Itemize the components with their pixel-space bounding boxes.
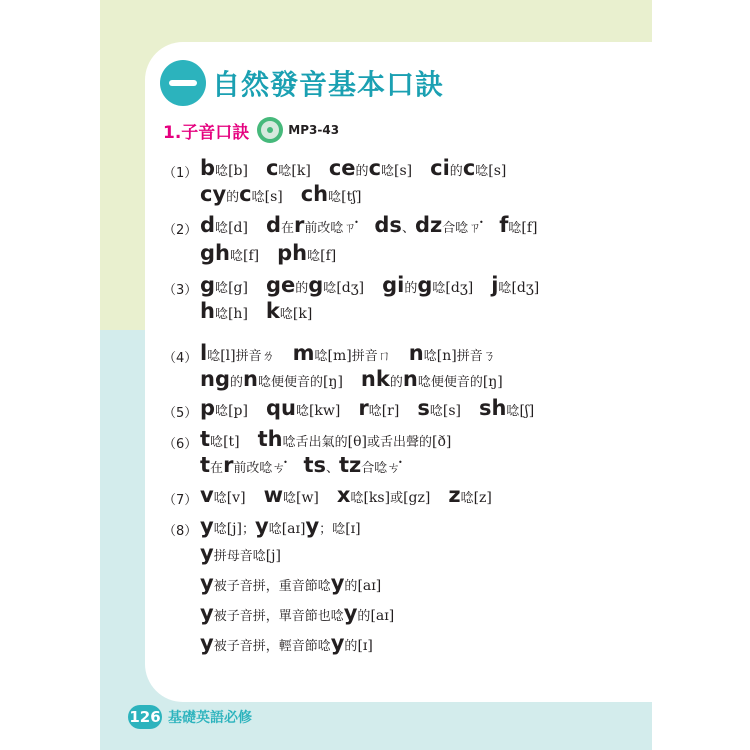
rule-line <box>200 541 299 565</box>
rule-item <box>200 631 373 655</box>
rule-text: 合唸ㄗ̇ <box>442 221 482 236</box>
letter-pattern: g <box>417 273 433 297</box>
letter-pattern: y <box>200 601 214 625</box>
rule-line <box>200 427 469 451</box>
rule-text: 被子音拼，重音節唸 <box>213 579 331 594</box>
phonetic-symbol: [k] <box>292 306 313 322</box>
phonetic-symbol: [f] <box>243 248 260 264</box>
page-number: 126 <box>128 705 162 729</box>
phonetic-symbol: [s] <box>488 163 507 179</box>
rule-text: ； <box>241 522 255 537</box>
rule-text: 唸 <box>350 491 364 506</box>
letter-pattern: y <box>200 541 214 565</box>
letter-pattern: g <box>308 273 324 297</box>
rule-line <box>200 156 524 180</box>
rule-text: 被子音拼，輕音節唸 <box>213 639 331 654</box>
phonetic-symbol: [j] <box>265 548 281 564</box>
rule-item <box>337 483 430 507</box>
phonetic-symbol: [v] <box>226 490 246 506</box>
rule-line <box>200 273 557 297</box>
rule-text: 的 <box>295 281 309 296</box>
rule-text: 在 <box>210 461 224 476</box>
letter-pattern: p <box>200 396 216 420</box>
rule-text: 唸 <box>368 404 382 419</box>
letter-pattern: y <box>330 571 345 595</box>
letter-pattern: y <box>200 514 214 538</box>
phonetic-symbol: [ŋ] <box>482 374 503 390</box>
phonetic-symbol: [aɪ] <box>370 608 395 624</box>
letter-pattern: nk <box>360 367 390 391</box>
phonetic-symbol: [k] <box>291 163 311 179</box>
rule-item <box>329 156 412 180</box>
phonetic-symbol: [ʃ] <box>519 403 535 419</box>
rule-text: 的 <box>229 375 243 390</box>
letter-pattern: ds <box>374 213 402 237</box>
rule-text: 、 <box>401 221 415 236</box>
rule-item <box>200 299 248 323</box>
phonetic-symbol: [dʒ] <box>445 280 474 296</box>
phonetic-symbol: [m] <box>327 348 352 364</box>
rule-text: 唸 <box>332 522 346 537</box>
letter-pattern: r <box>223 453 234 477</box>
letter-pattern: t <box>200 427 211 451</box>
rule-line <box>200 182 380 206</box>
subsection-heading <box>163 117 339 143</box>
rule-text: 唸 <box>307 249 321 264</box>
phonetic-symbol: [ŋ] <box>322 374 343 390</box>
phonetic-symbol: [n] <box>436 348 457 364</box>
rule-text: 的 <box>404 281 418 296</box>
phonetic-symbol: [s] <box>264 189 283 205</box>
rule-item <box>200 514 361 538</box>
rule-number: （1） <box>163 166 198 181</box>
phonetic-symbol: [dʒ] <box>336 280 365 296</box>
rule-number: （3） <box>163 283 198 298</box>
rule-item <box>417 396 461 420</box>
rule-text: ； <box>319 522 333 537</box>
rule-text: 唸 <box>295 404 309 419</box>
rule-item <box>200 453 285 477</box>
rule-text: 拼音ㄋ <box>456 349 496 364</box>
rule-item <box>266 213 356 237</box>
rule-text: 唸便便音的 <box>417 375 483 390</box>
rule-item <box>200 156 248 180</box>
phonetic-symbol: [f] <box>521 220 538 236</box>
rule-text: 的 <box>357 609 371 624</box>
rule-text: 被子音拼，單音節也唸 <box>213 609 344 624</box>
phonetic-symbol: [j] <box>226 521 242 537</box>
letter-pattern: j <box>491 273 499 297</box>
rule-text: 在 <box>281 221 295 236</box>
phonetic-symbol: [l] <box>220 348 236 364</box>
rule-item <box>266 156 311 180</box>
phonetic-symbol: [tʃ] <box>341 189 362 205</box>
rule-item <box>409 341 496 365</box>
letter-pattern: ng <box>200 367 230 391</box>
letter-pattern: c <box>462 156 476 180</box>
phonetic-symbol: [z] <box>473 490 492 506</box>
rule-text: 唸 <box>323 281 337 296</box>
letter-pattern: v <box>200 483 214 507</box>
letter-pattern: ge <box>265 273 296 297</box>
rule-text: 前改唸ㄗ̇ <box>304 221 357 236</box>
rule-item <box>266 299 312 323</box>
letter-pattern: r <box>294 213 305 237</box>
subsection-title: 1.子音口訣 <box>163 122 250 143</box>
letter-pattern: cy <box>200 182 227 206</box>
letter-pattern: s <box>417 396 430 420</box>
rule-item <box>200 541 281 565</box>
letter-pattern: w <box>263 483 283 507</box>
phonetic-symbol: [d] <box>228 220 248 236</box>
rule-text: 唸便便音的 <box>257 375 323 390</box>
rule-item <box>361 367 503 391</box>
rule-number: （8） <box>163 524 198 539</box>
rule-text: 唸 <box>207 349 221 364</box>
rule-number: （2） <box>163 223 198 238</box>
phonetic-symbol: [kw] <box>308 403 341 419</box>
rule-item <box>200 213 248 237</box>
phonetic-symbol: [f] <box>320 248 337 264</box>
rule-line <box>200 483 510 507</box>
phonetic-symbol: [θ] <box>347 434 367 450</box>
rule-item <box>430 156 506 180</box>
rule-text: 唸舌出氣的 <box>282 435 348 450</box>
rule-item <box>200 367 343 391</box>
rule-text: 唸 <box>213 491 227 506</box>
book-title: 基礎英語必修 <box>168 710 252 726</box>
rule-number: （4） <box>163 351 198 366</box>
rule-line <box>200 213 556 237</box>
rule-text: 唸 <box>215 404 229 419</box>
rule-item <box>266 273 364 297</box>
rule-text: 唸 <box>251 190 265 205</box>
rule-item <box>200 273 248 297</box>
section-title: 自然發音基本口訣 <box>212 68 445 101</box>
letter-pattern: gh <box>200 241 230 265</box>
phonetic-symbol: [s] <box>442 403 461 419</box>
phonetic-symbol: [ɪ] <box>345 521 361 537</box>
rule-text: 唸 <box>423 349 437 364</box>
rule-item <box>258 427 452 451</box>
letter-pattern: dz <box>414 213 443 237</box>
rule-text: 唸 <box>381 164 395 179</box>
rule-text: 唸 <box>215 281 229 296</box>
letter-pattern: d <box>265 213 281 237</box>
letter-pattern: n <box>408 341 424 365</box>
letter-pattern: y <box>343 601 358 625</box>
rule-text: 唸 <box>498 281 512 296</box>
rule-text: 唸 <box>213 522 227 537</box>
phonetic-symbol: [s] <box>394 163 413 179</box>
rule-item <box>374 213 481 237</box>
rule-text: 的 <box>344 639 358 654</box>
rule-text: 唸 <box>508 221 522 236</box>
phonetic-symbol: [aɪ] <box>281 521 306 537</box>
phonetic-symbol: [ɪ] <box>357 638 373 654</box>
letter-pattern: tz <box>339 453 362 477</box>
letter-pattern: b <box>200 156 216 180</box>
letter-pattern: y <box>200 571 214 595</box>
section-number-badge <box>160 60 206 106</box>
letter-pattern: qu <box>265 396 296 420</box>
phonetic-symbol: [ð] <box>432 434 452 450</box>
phonetic-symbol: [aɪ] <box>357 578 382 594</box>
letter-pattern: c <box>265 156 279 180</box>
letter-pattern: ce <box>328 156 356 180</box>
rule-text: 唸 <box>475 164 489 179</box>
rule-text: 或 <box>390 491 404 506</box>
rule-text: 唸 <box>215 221 229 236</box>
rule-item <box>499 213 537 237</box>
rule-item <box>293 341 391 365</box>
rule-item <box>200 396 248 420</box>
letter-pattern: m <box>292 341 315 365</box>
rule-text: 唸 <box>460 491 474 506</box>
rule-text: 或舌出聲的 <box>367 435 433 450</box>
letter-pattern: ph <box>277 241 308 265</box>
phonetic-symbol: [t] <box>223 434 240 450</box>
rule-text: 唸 <box>314 349 328 364</box>
rule-text: 唸 <box>282 491 296 506</box>
phonetic-symbol: [w] <box>295 490 319 506</box>
rule-number: （5） <box>163 406 198 421</box>
rule-item <box>479 396 534 420</box>
rule-item <box>358 396 399 420</box>
rule-text: 的 <box>226 190 240 205</box>
rule-text: 唸 <box>432 281 446 296</box>
rule-line <box>200 514 379 538</box>
rule-item <box>200 571 381 595</box>
rule-text: 的 <box>355 164 369 179</box>
phonetic-symbol: [ks] <box>363 490 391 506</box>
phonetic-symbol: [g] <box>228 280 248 296</box>
rule-number: （6） <box>163 437 198 452</box>
letter-pattern: th <box>257 427 283 451</box>
letter-pattern: t <box>200 453 211 477</box>
rule-line <box>200 367 521 391</box>
letter-pattern: x <box>336 483 351 507</box>
rule-text: 唸 <box>215 164 229 179</box>
rule-item <box>301 182 362 206</box>
letter-pattern: k <box>265 299 280 323</box>
rule-text: 唸 <box>229 249 243 264</box>
rule-line <box>200 396 552 420</box>
letter-pattern: y <box>255 514 269 538</box>
rule-text: 前改唸ㄘ̇ <box>233 461 286 476</box>
letter-pattern: ci <box>430 156 450 180</box>
rule-text: 拼音ㄌ <box>235 349 275 364</box>
rule-item <box>200 241 259 265</box>
rule-item <box>491 273 539 297</box>
rule-text: 合唸ㄘ̇ <box>361 461 401 476</box>
rule-text: 唸 <box>429 404 443 419</box>
rule-text: 唸 <box>278 164 292 179</box>
rule-text: 唸 <box>506 404 520 419</box>
letter-pattern: z <box>448 483 461 507</box>
rule-text: 的 <box>389 375 403 390</box>
phonetic-symbol: [b] <box>228 163 248 179</box>
rule-item <box>264 483 319 507</box>
rule-line <box>200 571 399 595</box>
audio-cd-icon[interactable] <box>257 117 283 143</box>
letter-pattern: f <box>499 213 509 237</box>
letter-pattern: ts <box>303 453 326 477</box>
rule-text: 唸 <box>328 190 342 205</box>
rule-text: 的 <box>449 164 463 179</box>
rule-text: 唸 <box>268 522 282 537</box>
rule-text: 拼音ㄇ <box>351 349 391 364</box>
letter-pattern: n <box>243 367 258 391</box>
letter-pattern: c <box>239 182 252 206</box>
rule-item <box>200 182 283 206</box>
rule-text: 唸 <box>210 435 224 450</box>
letter-pattern: g <box>200 273 216 297</box>
rule-item <box>382 273 473 297</box>
rule-line <box>200 241 354 265</box>
phonetic-symbol: [gz] <box>403 490 431 506</box>
rule-item <box>200 601 394 625</box>
rule-item <box>200 341 275 365</box>
rule-text: 唸 <box>279 307 293 322</box>
letter-pattern: y <box>200 631 214 655</box>
letter-pattern: n <box>402 367 418 391</box>
rule-item <box>277 241 336 265</box>
rule-item <box>200 483 246 507</box>
letter-pattern: h <box>200 299 215 323</box>
letter-pattern: ch <box>300 182 329 206</box>
letter-pattern: c <box>368 156 382 180</box>
letter-pattern: y <box>305 514 320 538</box>
rule-text: 的 <box>344 579 358 594</box>
rule-line <box>200 299 330 323</box>
rule-line <box>200 341 514 365</box>
section-heading <box>160 60 444 106</box>
rule-number: （7） <box>163 493 198 508</box>
phonetic-symbol: [r] <box>381 403 400 419</box>
letter-pattern: l <box>200 341 208 365</box>
rule-item <box>200 427 240 451</box>
phonetic-symbol: [dʒ] <box>511 280 540 296</box>
rule-line <box>200 453 418 477</box>
rule-item <box>303 453 400 477</box>
rule-text: 唸 <box>214 307 228 322</box>
rule-text: 、 <box>325 461 339 476</box>
rule-line <box>200 601 412 625</box>
letter-pattern: gi <box>382 273 405 297</box>
letter-pattern: r <box>358 396 369 420</box>
letter-pattern: y <box>330 631 345 655</box>
rule-item <box>266 396 340 420</box>
audio-track-label: MP3-43 <box>288 123 340 137</box>
letter-pattern: sh <box>478 396 507 420</box>
rule-line <box>200 631 391 655</box>
phonetic-symbol: [p] <box>228 403 248 419</box>
letter-pattern: d <box>200 213 216 237</box>
rule-item <box>448 483 492 507</box>
rule-text: 拼母音唸 <box>213 549 266 564</box>
phonetic-symbol: [h] <box>227 306 248 322</box>
page-footer <box>128 705 252 729</box>
